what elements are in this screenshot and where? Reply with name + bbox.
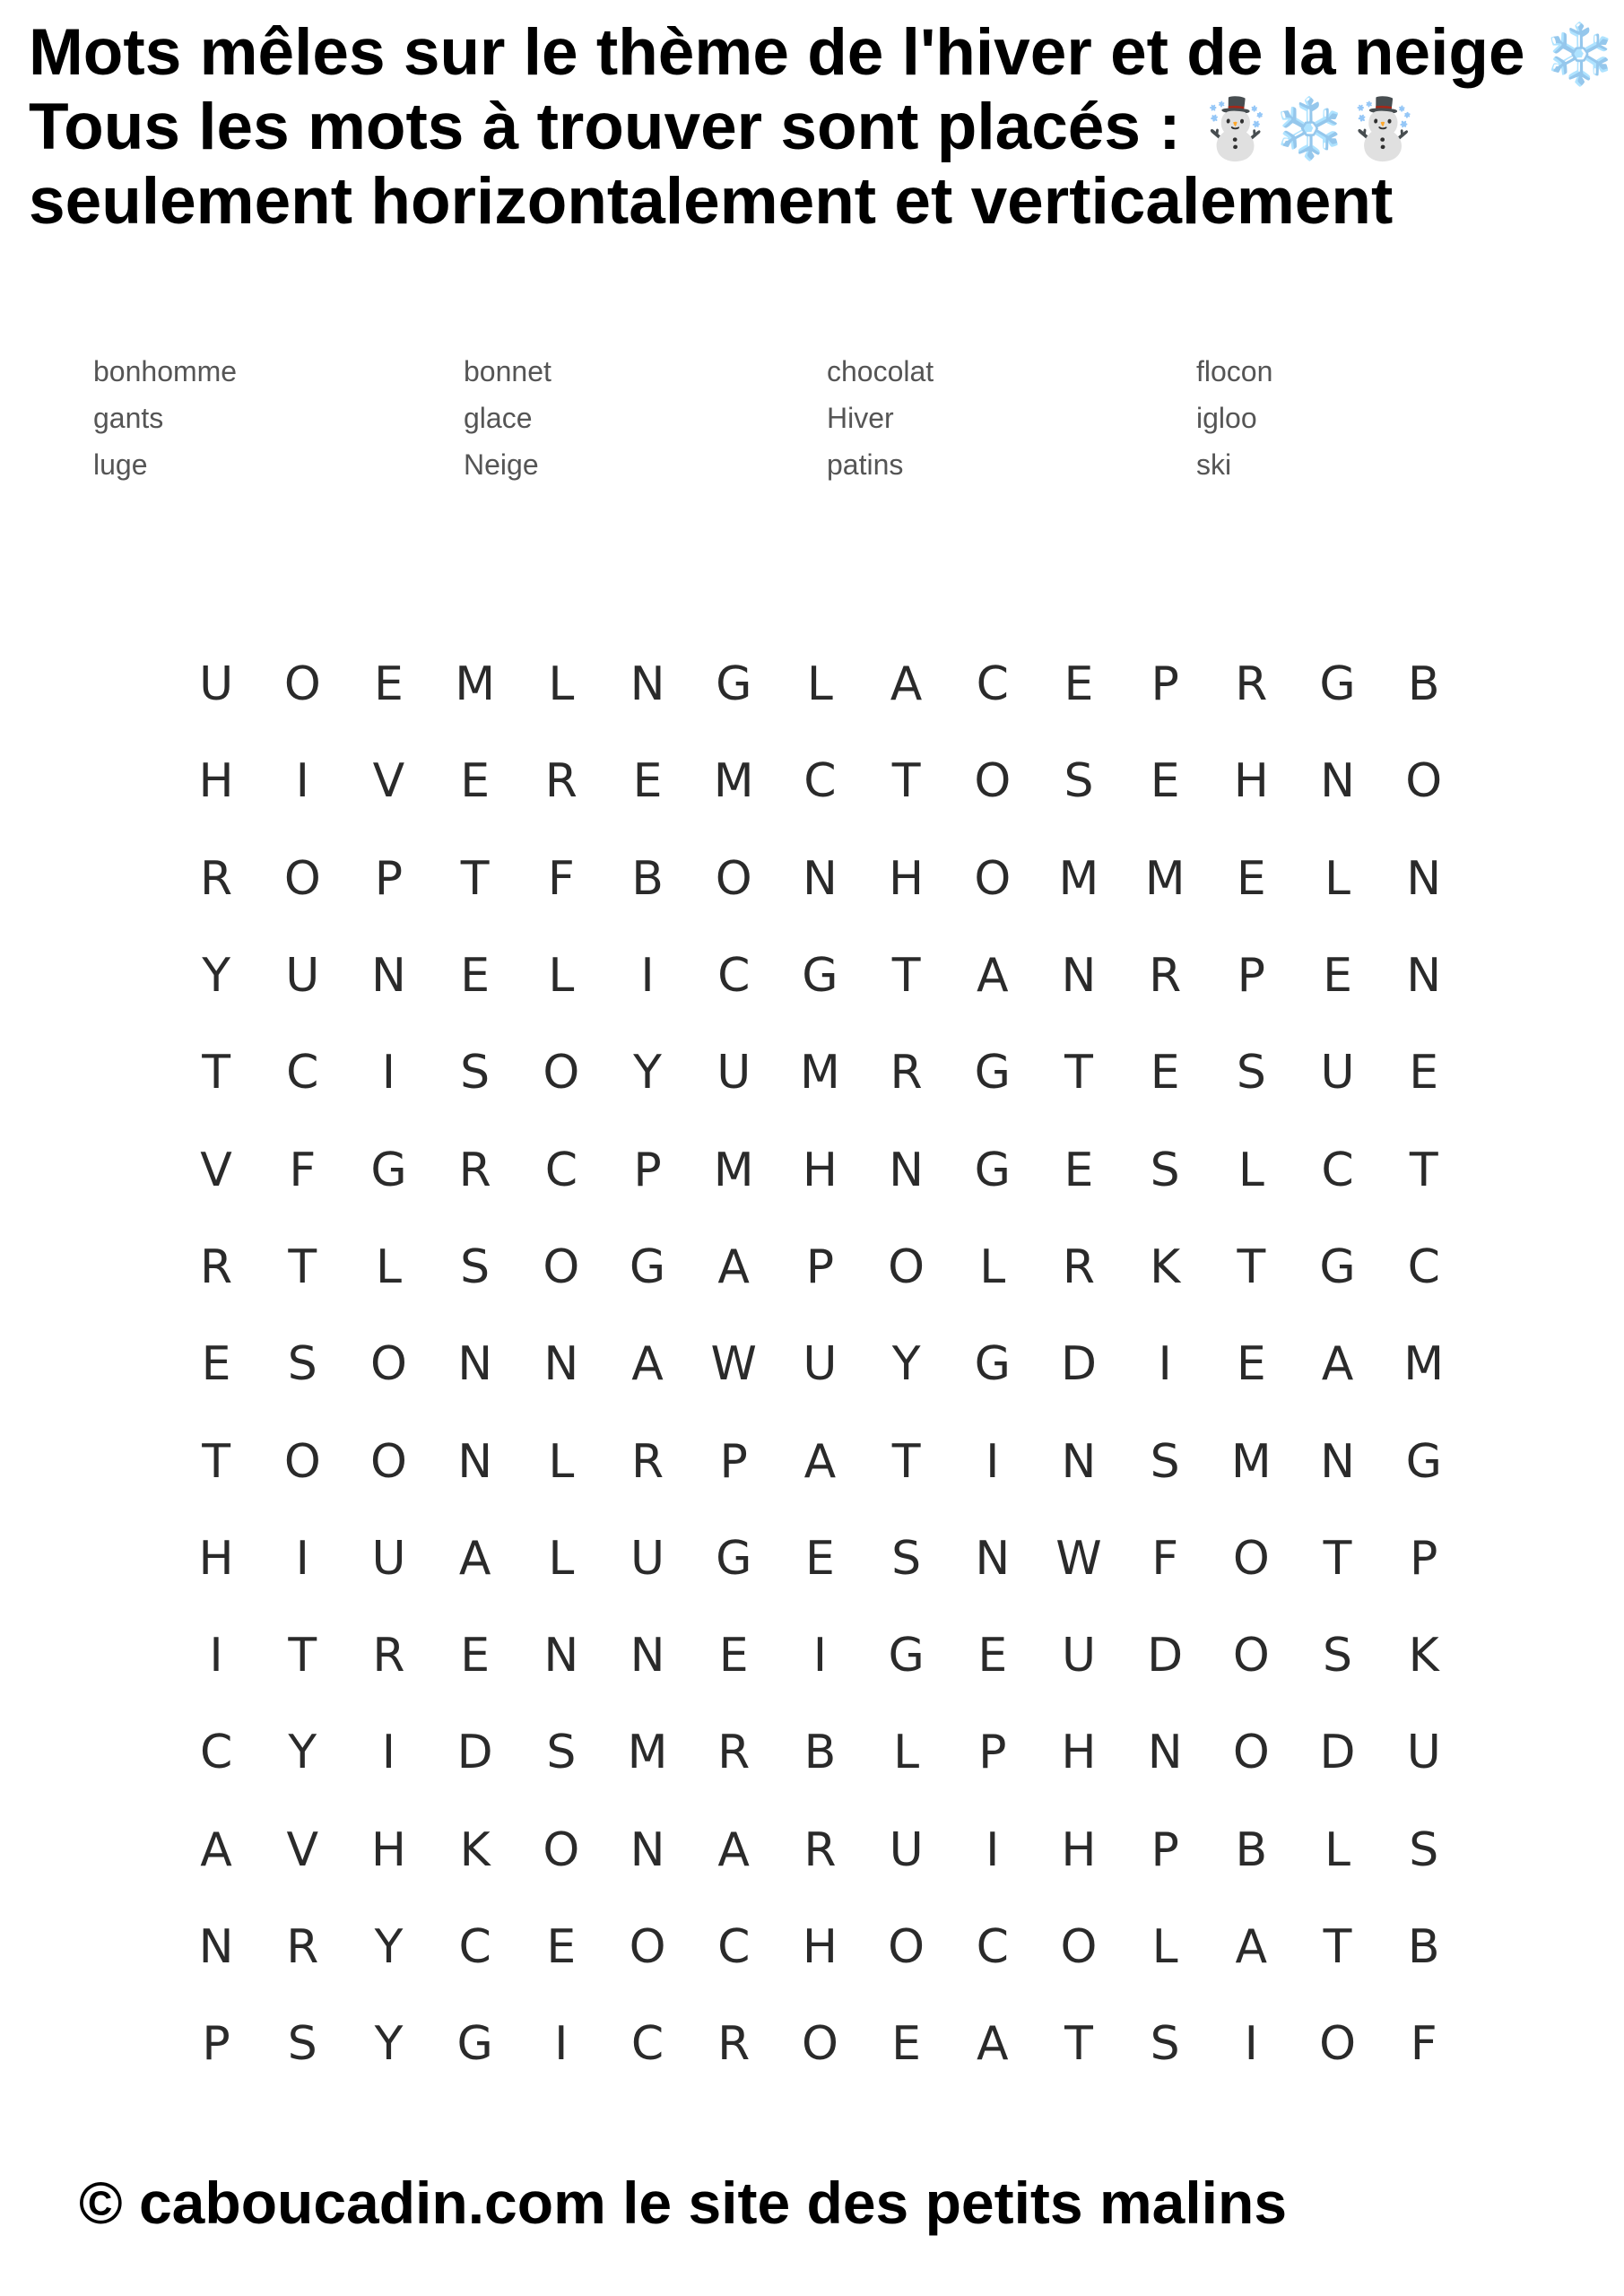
grid-cell[interactable]: R: [458, 1143, 491, 1197]
grid-cell[interactable]: G: [888, 1629, 925, 1683]
copyright-footer: © caboucadin.com le site des petits malins: [79, 2170, 1288, 2236]
grid-cell[interactable]: E: [891, 2017, 922, 2072]
grid-cell[interactable]: E: [1409, 1046, 1439, 1100]
grid-cell[interactable]: P: [805, 1239, 835, 1294]
grid-cell[interactable]: E: [1236, 851, 1266, 906]
title-block: [29, 16, 1618, 238]
grid-cell[interactable]: L: [979, 1239, 1006, 1294]
grid-cell[interactable]: P: [1151, 1822, 1179, 1877]
grid-cell[interactable]: M: [713, 754, 754, 809]
grid-cell[interactable]: O: [543, 1822, 580, 1877]
grid-cell[interactable]: R: [890, 1046, 923, 1100]
grid-cell[interactable]: R: [717, 1726, 751, 1780]
grid-cell[interactable]: O: [888, 1239, 925, 1294]
grid-cell[interactable]: C: [286, 1046, 319, 1100]
grid-cell[interactable]: N: [630, 1822, 665, 1877]
grid-cell[interactable]: S: [1236, 1046, 1266, 1100]
grid-cell[interactable]: G: [974, 1143, 1011, 1197]
grid-cell[interactable]: H: [1061, 1726, 1097, 1780]
grid-cell[interactable]: T: [1237, 1239, 1266, 1294]
grid-cell[interactable]: R: [803, 1822, 837, 1877]
grid-cell[interactable]: T: [202, 1046, 230, 1100]
grid-cell[interactable]: G: [974, 1337, 1011, 1392]
grid-cell[interactable]: F: [289, 1143, 317, 1197]
grid-cell[interactable]: E: [374, 657, 404, 712]
grid-cell[interactable]: R: [286, 1920, 319, 1974]
grid-cell[interactable]: N: [1147, 1726, 1183, 1780]
grid-cell[interactable]: P: [719, 1434, 748, 1489]
grid-cell[interactable]: G: [629, 1239, 666, 1294]
grid-cell[interactable]: E: [546, 1920, 577, 1974]
grid-cell[interactable]: O: [1405, 754, 1443, 809]
grid-cell[interactable]: N: [1406, 851, 1442, 906]
grid-cell[interactable]: O: [283, 657, 321, 712]
grid-cell[interactable]: E: [201, 1337, 231, 1392]
grid-cell[interactable]: M: [713, 1143, 754, 1197]
grid-cell[interactable]: P: [1151, 657, 1179, 712]
grid-cell[interactable]: I: [1244, 2017, 1259, 2072]
grid-cell[interactable]: N: [1061, 949, 1097, 1004]
snowman-icon: ☃️: [1346, 94, 1420, 163]
grid-cell[interactable]: N: [975, 1531, 1011, 1586]
grid-cell[interactable]: W: [1055, 1531, 1102, 1586]
grid-cell[interactable]: O: [370, 1434, 407, 1489]
word-list-item: luge: [93, 448, 148, 481]
grid-cell[interactable]: N: [457, 1337, 493, 1392]
grid-cell[interactable]: O: [715, 851, 752, 906]
grid-cell[interactable]: S: [1064, 754, 1094, 809]
grid-cell[interactable]: L: [548, 1434, 575, 1489]
grid-cell[interactable]: E: [1236, 1337, 1266, 1392]
grid-cell[interactable]: N: [371, 949, 406, 1004]
grid-cell[interactable]: V: [286, 1822, 319, 1877]
grid-cell[interactable]: T: [1323, 1531, 1352, 1586]
grid-cell[interactable]: N: [630, 657, 665, 712]
grid-cell[interactable]: O: [1232, 1531, 1270, 1586]
grid-cell[interactable]: L: [1324, 1822, 1351, 1877]
grid-cell[interactable]: O: [974, 754, 1012, 809]
grid-cell[interactable]: D: [1060, 1337, 1097, 1392]
grid-cell[interactable]: E: [718, 1629, 749, 1683]
grid-cell[interactable]: F: [1151, 1531, 1179, 1586]
grid-cell[interactable]: L: [1324, 851, 1351, 906]
grid-cell[interactable]: O: [974, 851, 1012, 906]
grid-cell[interactable]: C: [544, 1143, 578, 1197]
grid-cell[interactable]: T: [1064, 1046, 1093, 1100]
grid-cell[interactable]: N: [1406, 949, 1442, 1004]
title-line-1-text: Mots mêles sur le thème de l'hiver et de la neige: [29, 16, 1525, 89]
grid-cell[interactable]: O: [543, 1046, 580, 1100]
grid-cell[interactable]: S: [1409, 1822, 1439, 1877]
grid-cell[interactable]: P: [633, 1143, 662, 1197]
grid-cell[interactable]: T: [1323, 1920, 1352, 1974]
grid-cell[interactable]: C: [803, 754, 837, 809]
grid-cell[interactable]: L: [1238, 1143, 1264, 1197]
grid-cell[interactable]: I: [295, 1531, 309, 1586]
grid-cell[interactable]: W: [710, 1337, 757, 1392]
word-list-item: ski: [1196, 448, 1232, 481]
grid-cell[interactable]: E: [1064, 657, 1094, 712]
grid-cell[interactable]: T: [1064, 2017, 1093, 2072]
grid-cell[interactable]: A: [200, 1822, 232, 1877]
grid-cell[interactable]: I: [1158, 1337, 1172, 1392]
word-list-item: patins: [827, 448, 904, 481]
grid-cell[interactable]: T: [202, 1434, 230, 1489]
grid-cell[interactable]: B: [1235, 1822, 1268, 1877]
grid-cell[interactable]: H: [370, 1822, 407, 1877]
grid-cell[interactable]: O: [629, 1920, 666, 1974]
grid-cell[interactable]: R: [372, 1629, 405, 1683]
grid-cell[interactable]: H: [198, 1531, 234, 1586]
grid-cell[interactable]: K: [1150, 1239, 1181, 1294]
grid-cell[interactable]: I: [554, 2017, 569, 2072]
grid-cell[interactable]: G: [1405, 1434, 1442, 1489]
grid-cell[interactable]: N: [1320, 1434, 1355, 1489]
grid-cell[interactable]: E: [460, 949, 491, 1004]
grid-cell[interactable]: U: [803, 1337, 838, 1392]
grid-cell[interactable]: I: [986, 1434, 1000, 1489]
word-list-item: bonhomme: [93, 355, 238, 387]
grid-cell[interactable]: G: [974, 1046, 1011, 1100]
grid-cell[interactable]: S: [891, 1531, 922, 1586]
grid-cell[interactable]: S: [546, 1726, 577, 1780]
grid-cell[interactable]: R: [630, 1434, 664, 1489]
grid-cell[interactable]: U: [1061, 1629, 1096, 1683]
grid-cell[interactable]: R: [1235, 657, 1268, 712]
grid-cell[interactable]: Y: [288, 1726, 317, 1780]
grid-cell[interactable]: O: [543, 1239, 580, 1294]
grid-cell[interactable]: O: [1232, 1629, 1270, 1683]
grid-cell[interactable]: A: [1321, 1337, 1354, 1392]
grid-cell[interactable]: C: [976, 1920, 1009, 1974]
grid-cell[interactable]: O: [1319, 2017, 1356, 2072]
grid-cell[interactable]: M: [1058, 851, 1099, 906]
grid-cell[interactable]: T: [891, 1434, 921, 1489]
grid-cell[interactable]: E: [1064, 1143, 1094, 1197]
grid-cell[interactable]: M: [799, 1046, 840, 1100]
grid-cell[interactable]: N: [889, 1143, 925, 1197]
grid-cell[interactable]: E: [1323, 949, 1352, 1004]
grid-cell[interactable]: B: [1407, 1920, 1440, 1974]
grid-cell[interactable]: L: [806, 657, 833, 712]
grid-cell[interactable]: O: [1060, 1920, 1098, 1974]
grid-cell[interactable]: P: [202, 2017, 230, 2072]
grid-cell[interactable]: O: [283, 1434, 321, 1489]
grid-cell[interactable]: K: [1408, 1629, 1439, 1683]
grid-cell[interactable]: E: [632, 754, 663, 809]
grid-cell[interactable]: S: [287, 1337, 317, 1392]
grid-cell[interactable]: U: [630, 1531, 665, 1586]
word-list-item: flocon: [1196, 355, 1273, 387]
snowflake-icon: ❄️: [1272, 94, 1347, 163]
grid-cell[interactable]: B: [803, 1726, 837, 1780]
grid-cell[interactable]: S: [460, 1046, 491, 1100]
grid-cell[interactable]: O: [801, 2017, 838, 2072]
grid-cell[interactable]: A: [458, 1531, 491, 1586]
word-list: [93, 348, 1438, 491]
grid-cell[interactable]: A: [1235, 1920, 1268, 1974]
grid-cell[interactable]: P: [978, 1726, 1007, 1780]
grid-cell[interactable]: Y: [374, 2017, 404, 2072]
grid-cell[interactable]: N: [802, 851, 838, 906]
grid-cell[interactable]: L: [548, 949, 575, 1004]
grid-cell[interactable]: G: [716, 657, 752, 712]
grid-cell[interactable]: I: [812, 1629, 828, 1683]
grid-cell[interactable]: E: [977, 1629, 1008, 1683]
grid-cell[interactable]: O: [888, 1920, 925, 1974]
grid-cell[interactable]: S: [460, 1239, 491, 1294]
grid-cell[interactable]: F: [1410, 2017, 1437, 2072]
grid-cell[interactable]: C: [199, 1726, 233, 1780]
grid-cell[interactable]: E: [460, 754, 491, 809]
grid-cell[interactable]: L: [893, 1726, 920, 1780]
grid-cell[interactable]: H: [1061, 1822, 1097, 1877]
grid-cell[interactable]: I: [986, 1822, 1000, 1877]
grid-cell[interactable]: S: [1150, 1434, 1180, 1489]
grid-cell[interactable]: T: [1409, 1143, 1438, 1197]
grid-cell[interactable]: C: [717, 1920, 751, 1974]
word-list-item: bonnet: [464, 355, 551, 387]
grid-cell[interactable]: T: [288, 1629, 317, 1683]
grid-cell[interactable]: H: [1233, 754, 1269, 809]
letter-grid: [173, 636, 1467, 2092]
grid-cell[interactable]: R: [200, 851, 233, 906]
grid-cell[interactable]: R: [544, 754, 578, 809]
grid-cell[interactable]: C: [1407, 1239, 1440, 1294]
grid-cell[interactable]: M: [1230, 1434, 1272, 1489]
grid-cell[interactable]: A: [631, 1337, 664, 1392]
grid-cell[interactable]: A: [976, 2017, 1009, 2072]
grid-cell[interactable]: Y: [891, 1337, 921, 1392]
grid-cell[interactable]: R: [1149, 949, 1182, 1004]
grid-cell[interactable]: S: [1150, 1143, 1180, 1197]
grid-cell[interactable]: T: [460, 851, 490, 906]
grid-cell[interactable]: N: [543, 1337, 579, 1392]
grid-cell[interactable]: N: [1320, 754, 1355, 809]
grid-cell[interactable]: N: [1061, 1434, 1097, 1489]
grid-cell[interactable]: R: [200, 1239, 233, 1294]
grid-cell[interactable]: D: [1147, 1629, 1184, 1683]
grid-cell[interactable]: S: [1323, 1629, 1353, 1683]
grid-cell[interactable]: E: [804, 1531, 835, 1586]
grid-cell[interactable]: C: [458, 1920, 491, 1974]
grid-cell[interactable]: E: [1150, 1046, 1180, 1100]
grid-cell[interactable]: L: [548, 1531, 575, 1586]
grid-cell[interactable]: M: [1144, 851, 1185, 906]
title-line-1: [29, 16, 1618, 91]
grid-cell[interactable]: Y: [202, 949, 230, 1004]
grid-cell[interactable]: V: [200, 1143, 232, 1197]
grid-cell[interactable]: U: [1406, 1726, 1441, 1780]
grid-cell[interactable]: A: [803, 1434, 837, 1489]
grid-cell[interactable]: F: [547, 851, 575, 906]
grid-cell[interactable]: G: [716, 1531, 752, 1586]
grid-cell[interactable]: I: [381, 1046, 396, 1100]
grid-cell[interactable]: O: [370, 1337, 407, 1392]
snowflake-icon: ❄️: [1542, 20, 1618, 89]
grid-cell[interactable]: K: [459, 1822, 491, 1877]
grid-cell[interactable]: Y: [633, 1046, 662, 1100]
grid-cell[interactable]: I: [381, 1726, 396, 1780]
grid-cell[interactable]: G: [370, 1143, 407, 1197]
grid-cell[interactable]: N: [543, 1629, 579, 1683]
grid-cell[interactable]: S: [287, 2017, 317, 2072]
grid-cell[interactable]: H: [802, 1143, 838, 1197]
grid-cell[interactable]: P: [1237, 949, 1266, 1004]
grid-cell[interactable]: C: [976, 657, 1009, 712]
grid-cell[interactable]: H: [802, 1920, 838, 1974]
title-line-3: seulement horizontalement et verticalement: [29, 165, 1394, 238]
grid-cell[interactable]: E: [460, 1629, 491, 1683]
grid-cell[interactable]: A: [717, 1822, 750, 1877]
grid-cell[interactable]: R: [1062, 1239, 1096, 1294]
grid-cell[interactable]: H: [198, 754, 234, 809]
grid-cell[interactable]: T: [288, 1239, 317, 1294]
grid-cell[interactable]: M: [455, 657, 496, 712]
grid-cell[interactable]: B: [1407, 657, 1440, 712]
grid-cell[interactable]: E: [1150, 754, 1180, 809]
grid-cell[interactable]: L: [1151, 1920, 1178, 1974]
grid-cell[interactable]: N: [457, 1434, 493, 1489]
grid-cell[interactable]: M: [1403, 1337, 1445, 1392]
grid-cell[interactable]: U: [371, 1531, 406, 1586]
grid-cell[interactable]: A: [976, 949, 1009, 1004]
grid-cell[interactable]: V: [372, 754, 405, 809]
grid-cell[interactable]: U: [716, 1046, 751, 1100]
grid-cell[interactable]: T: [891, 754, 921, 809]
grid-cell[interactable]: G: [802, 949, 838, 1004]
grid-cell[interactable]: N: [630, 1629, 665, 1683]
grid-cell[interactable]: G: [1319, 1239, 1356, 1294]
grid-cell[interactable]: U: [1320, 1046, 1355, 1100]
grid-cell[interactable]: P: [374, 851, 404, 906]
grid-cell[interactable]: P: [1410, 1531, 1438, 1586]
title-line-2: [29, 91, 1607, 165]
grid-cell[interactable]: M: [627, 1726, 668, 1780]
grid-cell[interactable]: A: [717, 1239, 750, 1294]
word-list-item: Neige: [464, 448, 539, 481]
grid-cell[interactable]: C: [1321, 1143, 1354, 1197]
grid-cell[interactable]: O: [1232, 1726, 1270, 1780]
grid-cell[interactable]: G: [456, 2017, 493, 2072]
grid-cell[interactable]: U: [889, 1822, 924, 1877]
grid-cell[interactable]: L: [375, 1239, 402, 1294]
grid-cell[interactable]: A: [890, 657, 923, 712]
grid-cell[interactable]: O: [283, 851, 321, 906]
grid-cell[interactable]: L: [548, 657, 575, 712]
grid-cell[interactable]: C: [717, 949, 751, 1004]
grid-cell[interactable]: T: [891, 949, 921, 1004]
title-line-2-text: Tous les mots à trouver sont placés :: [29, 91, 1181, 163]
grid-cell[interactable]: Y: [374, 1920, 404, 1974]
grid-cell[interactable]: C: [630, 2017, 664, 2072]
grid-cell[interactable]: N: [198, 1920, 234, 1974]
grid-cell[interactable]: I: [295, 754, 309, 809]
grid-cell[interactable]: S: [1150, 2017, 1180, 2072]
grid-cell[interactable]: U: [285, 949, 320, 1004]
grid-cell[interactable]: U: [199, 657, 234, 712]
word-list-item: gants: [93, 402, 164, 434]
grid-cell[interactable]: R: [717, 2017, 751, 2072]
grid-cell[interactable]: G: [1319, 657, 1356, 712]
word-list-item: Hiver: [827, 402, 894, 434]
grid-cell[interactable]: H: [889, 851, 925, 906]
grid-cell[interactable]: D: [456, 1726, 493, 1780]
grid-cell[interactable]: I: [640, 949, 655, 1004]
word-list-item: igloo: [1196, 402, 1257, 434]
grid-cell[interactable]: B: [631, 851, 664, 906]
word-list-item: chocolat: [827, 355, 934, 387]
word-list-item: glace: [464, 402, 533, 434]
grid-cell[interactable]: D: [1319, 1726, 1356, 1780]
grid-cell[interactable]: I: [209, 1629, 223, 1683]
snowman-icon: ☃️: [1198, 94, 1273, 163]
